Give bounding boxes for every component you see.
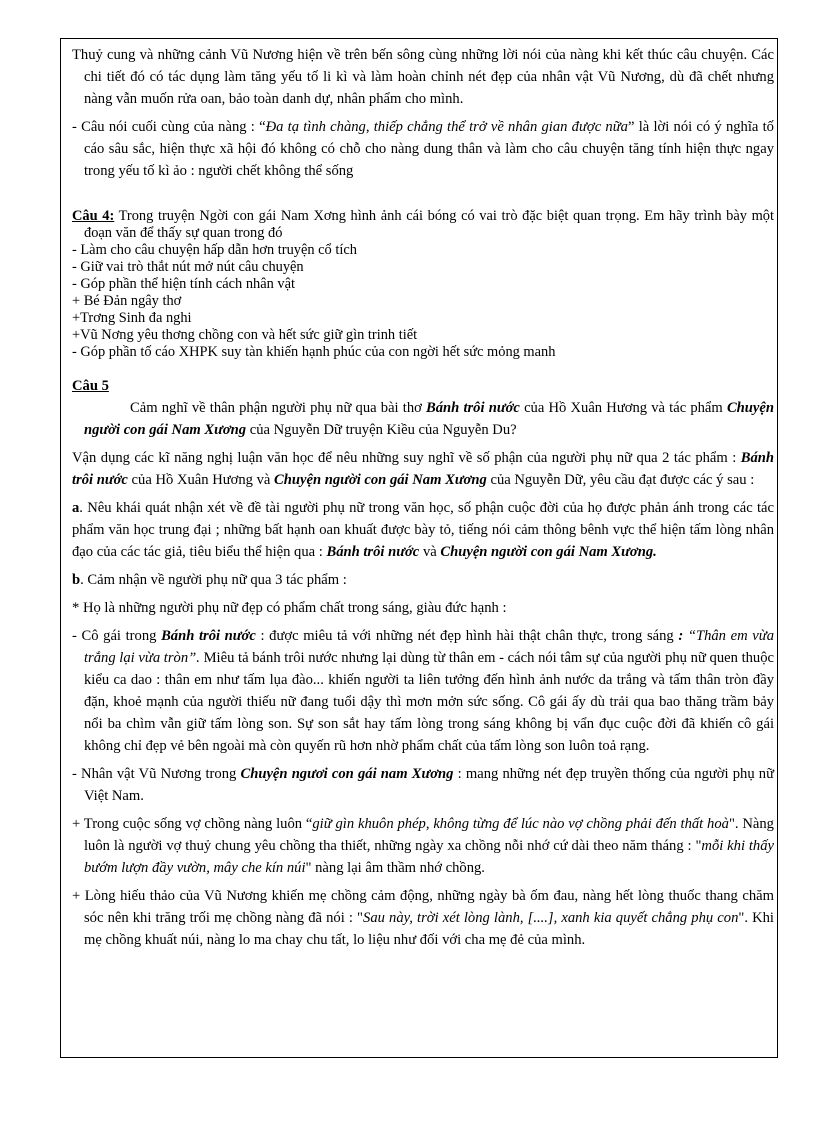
cau4-text: Trong truyện Ngời con gái Nam Xơng hình ảnh cái bóng có vai trò đặc biệt quan trọng. Em hãy trình bày một đoạn văn để thấy sự quan trong đó bbox=[84, 208, 774, 241]
work-title: Chuyện ngươi con gái nam Xương bbox=[240, 766, 454, 782]
list-item: - Góp phần tố cáo XHPK suy tàn khiến hạnh phúc của con ngời hết sức mỏng manh bbox=[72, 344, 556, 360]
work-title: Bánh trôi nước bbox=[426, 400, 520, 416]
cau5-label: Câu 5 bbox=[72, 378, 109, 394]
work-title: Chuyện người con gái Nam Xương bbox=[84, 400, 774, 438]
quote: Đa tạ tình chàng, thiếp chẳng thể trở về nhân gian được nữa bbox=[265, 119, 628, 135]
work-title: Chuyện người con gái Nam Xương. bbox=[440, 544, 657, 560]
point-a bbox=[72, 497, 774, 563]
text: Cảm nghĩ về thân phận người phụ nữ qua bài thơ bbox=[130, 400, 427, 416]
cau4-question bbox=[72, 208, 774, 242]
list-item: - Góp phần thể hiện tính cách nhân vật bbox=[72, 276, 295, 292]
quote: giữ gìn khuôn phép, không từng để lúc nào vợ chồng phải đến thất hoà bbox=[312, 816, 729, 832]
text: + Trong cuộc sống vợ chồng nàng luôn “ bbox=[72, 816, 313, 832]
work-title: Bánh trôi nước bbox=[161, 628, 256, 644]
spacer bbox=[72, 361, 774, 375]
text: : mang những nét đẹp truyền thống của người phụ nữ Việt Nam. bbox=[84, 766, 774, 804]
plus-paragraph-2 bbox=[72, 885, 774, 951]
text: Miêu tả bánh trôi nước nhưng lại dùng từ thân em - cách nói tâm sự của người phụ nữ quen thuộc kiểu ca dao : thân em như tấm lụa đào... khiến người ta liên tưởng đến hình ảnh nước da trắng và tấm thân tròn đầy đặn, khoẻ mạnh của người thiếu nữ đang tuổi dậy thì mơn mởn sức sống. Cô gái ấy dù trải qua bao thăng trầm bảy nổi ba chìm vẫn giữ tấm lòng son. Sự son sắt hay tấm lòng trong sáng không bị vẩn đục cuộc đời đã khiến cô gái không chỉ đẹp vẻ bên ngoài mà còn quyến rũ hơn nhờ phẩm chất của tấm lòng son luôn toả rạng. bbox=[84, 650, 774, 754]
text: : được miêu tả với những nét đẹp hình hài thật chân thực, trong sáng bbox=[255, 628, 679, 644]
text: . Nêu khái quát nhận xét về đề tài người phụ nữ trong văn học, số phận cuộc đời của họ được phản ánh trong các tác phẩm văn học trung đại ; những bất hạnh oan khuất được bày tỏ, tiếng nói cảm thông bênh vực thể hiện tấm lòng nhân đạo của các tác giả, tiêu biểu thể hiện qua : bbox=[72, 500, 774, 560]
point-label: b bbox=[72, 572, 81, 588]
text: + Lòng hiếu thảo của Vũ Nương khiến mẹ chồng cảm động, những ngày bà ốm đau, nàng hết lòng thuốc thang chăm sóc nên khi trăng trối mẹ chồng nàng đã nói : " bbox=[72, 888, 774, 926]
cau5-intro bbox=[72, 397, 774, 441]
plus-paragraph-1 bbox=[72, 813, 774, 879]
text: ". Nàng luôn là người vợ thuỷ chung yêu chồng tha thiết, những ngày xa chồng nỗi nhớ cứ dài theo năm tháng : " bbox=[84, 816, 774, 854]
text: ” là lời nói có ý nghĩa tố cáo sâu sắc, hiện thực xã hội đó không có chỗ cho nàng dung thân và làm cho câu chuyện tăng tính hiện thực ngay trong yếu tố kì ảo : người chết không thể sống bbox=[84, 119, 774, 179]
text: của Hồ Xuân Hương và bbox=[127, 472, 275, 488]
text: - Câu nói cuối cùng của nàng : “ bbox=[72, 119, 266, 135]
spacer bbox=[72, 188, 774, 208]
text: : bbox=[678, 628, 684, 644]
quote: mỗi khi thấy bướm lượn đầy vườn, mây che kín núi bbox=[84, 838, 774, 876]
text: - Cô gái trong bbox=[72, 628, 162, 644]
list-item: - Giữ vai trò thắt nút mở nút câu chuyện bbox=[72, 259, 304, 275]
list-item: - Làm cho câu chuyện hấp dẫn hơn truyện cổ tích bbox=[72, 242, 357, 258]
list-item: +Trơng Sinh đa nghi bbox=[72, 310, 192, 326]
quote: Sau này, trời xét lòng lành, [....], xanh kia quyết chẳng phụ con bbox=[363, 910, 739, 926]
work-title: Bánh trôi nước bbox=[72, 450, 774, 488]
cau4-label: Câu 4: bbox=[72, 208, 115, 224]
text: và bbox=[419, 544, 441, 560]
text: . Cảm nhận về người phụ nữ qua 3 tác phẩm : bbox=[80, 572, 347, 588]
cau4-section bbox=[72, 208, 774, 361]
vu-nuong-paragraph bbox=[72, 763, 774, 807]
text: - Nhân vật Vũ Nương trong bbox=[72, 766, 241, 782]
text: của Hồ Xuân Hương và tác phẩm bbox=[519, 400, 727, 416]
girl-paragraph bbox=[72, 625, 774, 757]
paragraph-1: Thuỷ cung và những cảnh Vũ Nương hiện về trên bến sông cùng những lời nói của nàng khi kết thúc câu chuyện. Các chi tiết đó có tác dụng làm tăng yếu tố li kì và làm hoàn chỉnh nét đẹp của nhân vật Vũ Nương, dù đã chết nhưng nàng vẫn muốn rửa oan, bảo toàn danh dự, nhân phẩm cho mình. bbox=[72, 47, 774, 107]
cau5-instructions bbox=[72, 447, 774, 491]
star-point: * Họ là những người phụ nữ đẹp có phẩm chất trong sáng, giàu đức hạnh : bbox=[72, 600, 507, 616]
text: của Nguyễn Dữ, yêu cầu đạt được các ý sau : bbox=[486, 472, 755, 488]
text: Vận dụng các kĩ năng nghị luận văn học để nêu những suy nghĩ về số phận của người phụ nữ qua 2 tác phẩm : bbox=[72, 450, 741, 466]
document-body bbox=[72, 44, 774, 957]
text: " nàng lại âm thầm nhớ chồng. bbox=[305, 860, 485, 876]
work-title: Chuyện người con gái Nam Xương bbox=[274, 472, 487, 488]
paragraph-2 bbox=[72, 116, 774, 182]
list-item: +Vũ Nơng yêu thơng chồng con và hết sức giữ gìn trinh tiết bbox=[72, 327, 418, 343]
list-item: + Bé Đản ngây thơ bbox=[72, 293, 182, 309]
work-title: Bánh trôi nước bbox=[326, 544, 420, 560]
point-label: a bbox=[72, 500, 80, 516]
text: của Nguyễn Dữ truyện Kiều của Nguyễn Du? bbox=[246, 422, 517, 438]
text: ". Khi mẹ chồng khuất núi, nàng lo ma chay chu tất, lo liệu như đối với cha mẹ đẻ của mình. bbox=[84, 910, 774, 948]
point-b bbox=[72, 569, 774, 591]
quote: “Thân em vừa trắng lại vừa tròn”. bbox=[84, 628, 774, 666]
